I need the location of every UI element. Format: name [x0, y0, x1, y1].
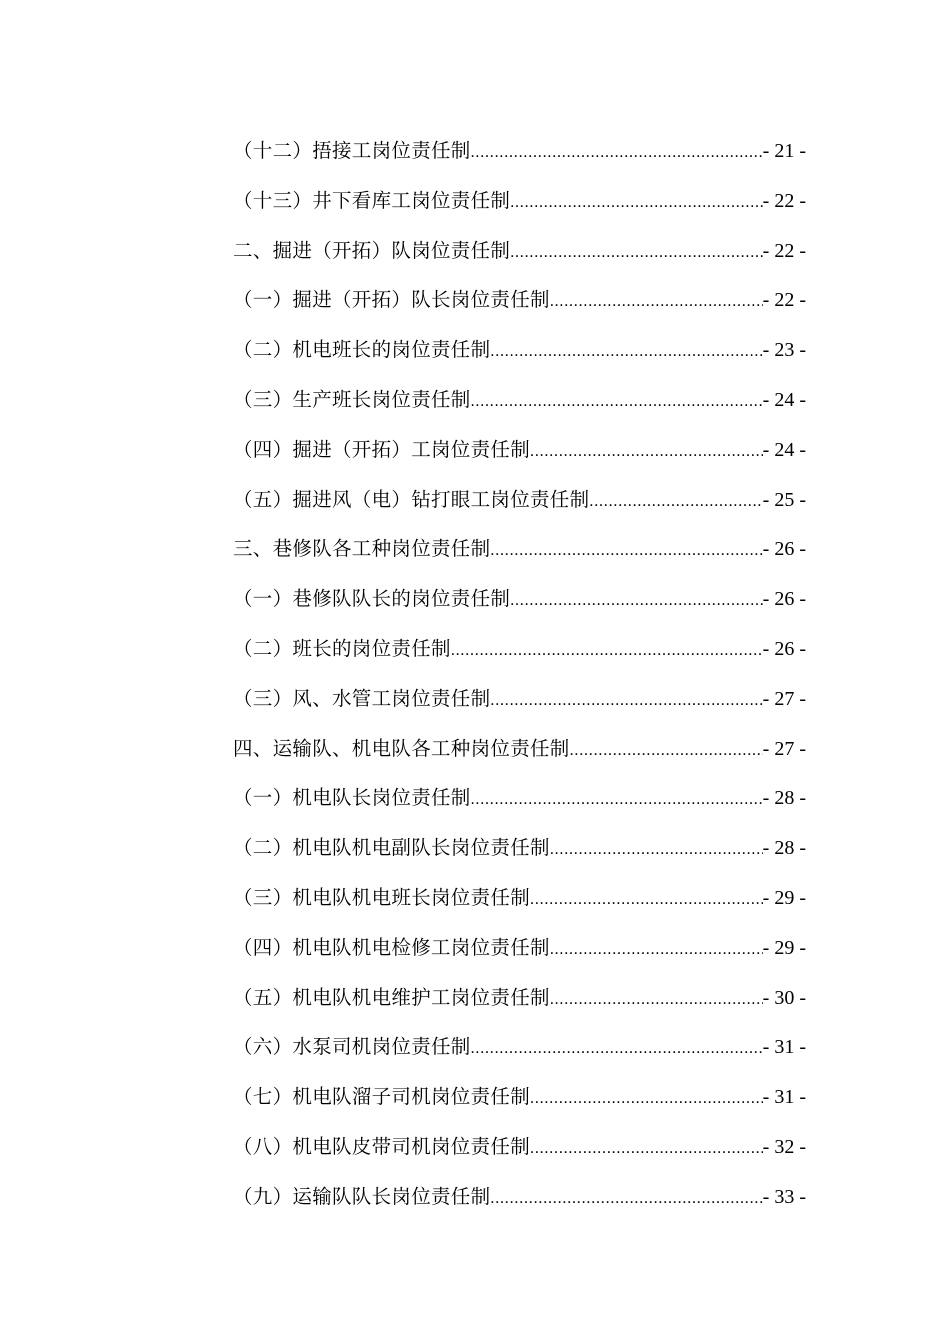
toc-entry[interactable] — [233, 425, 806, 475]
toc-leader-dots — [530, 875, 763, 925]
toc-entry[interactable] — [233, 923, 806, 973]
toc-entry-title: 三、巷修队各工种岗位责任制 — [233, 537, 491, 561]
toc-leader-dots — [451, 626, 763, 676]
toc-leader-dots — [471, 775, 763, 825]
toc-entry-page: - 26 - — [762, 538, 806, 561]
toc-leader-dots — [530, 427, 763, 477]
toc-entry-title: （一）巷修队队长的岗位责任制 — [233, 587, 511, 611]
toc-entry-page: - 31 - — [762, 1086, 806, 1109]
toc-entry-page: - 25 - — [762, 488, 806, 511]
toc-entry-page: - 30 - — [762, 986, 806, 1009]
toc-entry-page: - 22 - — [762, 239, 806, 262]
toc-entry-page: - 21 - — [762, 140, 806, 162]
table-of-contents — [233, 126, 806, 1222]
toc-leader-dots — [471, 128, 763, 178]
toc-entry[interactable] — [233, 873, 806, 923]
toc-entry-page: - 23 - — [762, 339, 806, 362]
toc-entry-title: （三）机电队机电班长岗位责任制 — [233, 885, 531, 909]
toc-entry[interactable] — [233, 1022, 806, 1072]
toc-leader-dots — [530, 1124, 763, 1174]
toc-entry-page: - 28 - — [762, 787, 806, 810]
toc-entry[interactable] — [233, 1072, 806, 1122]
toc-entry-page: - 24 - — [762, 388, 806, 411]
toc-entry[interactable] — [233, 325, 806, 375]
toc-entry[interactable] — [233, 126, 806, 176]
toc-leader-dots — [510, 178, 762, 228]
toc-entry-title: （七）机电队溜子司机岗位责任制 — [233, 1085, 531, 1109]
toc-entry-page: - 28 - — [762, 837, 806, 860]
toc-leader-dots — [490, 676, 762, 726]
toc-leader-dots — [530, 1074, 763, 1124]
toc-entry[interactable] — [233, 475, 806, 525]
toc-entry-page: - 26 - — [762, 588, 806, 611]
toc-entry-title: （四）掘进（开拓）工岗位责任制 — [233, 437, 531, 461]
toc-leader-dots — [490, 1174, 762, 1224]
toc-entry[interactable] — [233, 524, 806, 574]
toc-leader-dots — [550, 925, 763, 975]
toc-entry-page: - 24 - — [762, 438, 806, 461]
toc-entry-page: - 27 - — [762, 737, 806, 760]
toc-entry[interactable] — [233, 823, 806, 873]
toc-entry-title: （二）机电队机电副队长岗位责任制 — [233, 836, 550, 860]
toc-entry[interactable] — [233, 226, 806, 276]
toc-leader-dots — [550, 825, 763, 875]
toc-entry[interactable] — [233, 275, 806, 325]
toc-entry[interactable] — [233, 674, 806, 724]
toc-entry[interactable] — [233, 773, 806, 823]
toc-leader-dots — [550, 277, 763, 327]
toc-leader-dots — [510, 228, 762, 278]
toc-leader-dots — [510, 576, 762, 626]
toc-leader-dots — [471, 1024, 763, 1074]
toc-entry-page: - 22 - — [762, 189, 806, 212]
toc-entry-title: （三）生产班长岗位责任制 — [233, 387, 471, 411]
toc-entry-title: （四）机电队机电检修工岗位责任制 — [233, 935, 550, 959]
toc-entry-title: （一）掘进（开拓）队长岗位责任制 — [233, 288, 550, 312]
toc-entry[interactable] — [233, 973, 806, 1023]
toc-entry-page: - 31 - — [762, 1036, 806, 1059]
toc-leader-dots — [490, 327, 762, 377]
toc-entry-page: - 29 - — [762, 936, 806, 959]
toc-entry-page: - 26 - — [762, 637, 806, 660]
toc-entry-title: 二、掘进（开拓）队岗位责任制 — [233, 238, 511, 262]
toc-entry-page: - 32 - — [762, 1135, 806, 1158]
toc-leader-dots — [490, 526, 762, 576]
toc-entry[interactable] — [233, 724, 806, 774]
toc-leader-dots — [550, 975, 763, 1025]
toc-leader-dots — [471, 377, 763, 427]
toc-entry-title: （八）机电队皮带司机岗位责任制 — [233, 1134, 531, 1158]
toc-entry[interactable] — [233, 375, 806, 425]
toc-entry-title: （一）机电队长岗位责任制 — [233, 786, 471, 810]
toc-entry-title: （五）机电队机电维护工岗位责任制 — [233, 985, 550, 1009]
toc-entry[interactable] — [233, 176, 806, 226]
toc-entry-title: （六）水泵司机岗位责任制 — [233, 1035, 471, 1059]
toc-entry-page: - 33 - — [762, 1185, 806, 1208]
toc-entry[interactable] — [233, 1172, 806, 1222]
toc-entry-page: - 29 - — [762, 886, 806, 909]
toc-entry-title: 四、运输队、机电队各工种岗位责任制 — [233, 736, 570, 760]
toc-entry[interactable] — [233, 1122, 806, 1172]
toc-entry-page: - 27 - — [762, 687, 806, 710]
toc-entry-title: （三）风、水管工岗位责任制 — [233, 686, 491, 710]
toc-entry-page: - 22 - — [762, 289, 806, 312]
toc-entry-title: （九）运输队队长岗位责任制 — [233, 1184, 491, 1208]
toc-entry[interactable] — [233, 574, 806, 624]
toc-leader-dots — [589, 477, 762, 527]
toc-entry-title: （十三）井下看库工岗位责任制 — [233, 188, 511, 212]
toc-entry[interactable] — [233, 624, 806, 674]
toc-entry-title: （五）掘进风（电）钻打眼工岗位责任制 — [233, 487, 590, 511]
toc-entry-title: （二）班长的岗位责任制 — [233, 636, 451, 660]
toc-leader-dots — [570, 726, 763, 776]
toc-entry-title: （十二）捂接工岗位责任制 — [233, 139, 471, 162]
toc-entry-title: （二）机电班长的岗位责任制 — [233, 338, 491, 362]
